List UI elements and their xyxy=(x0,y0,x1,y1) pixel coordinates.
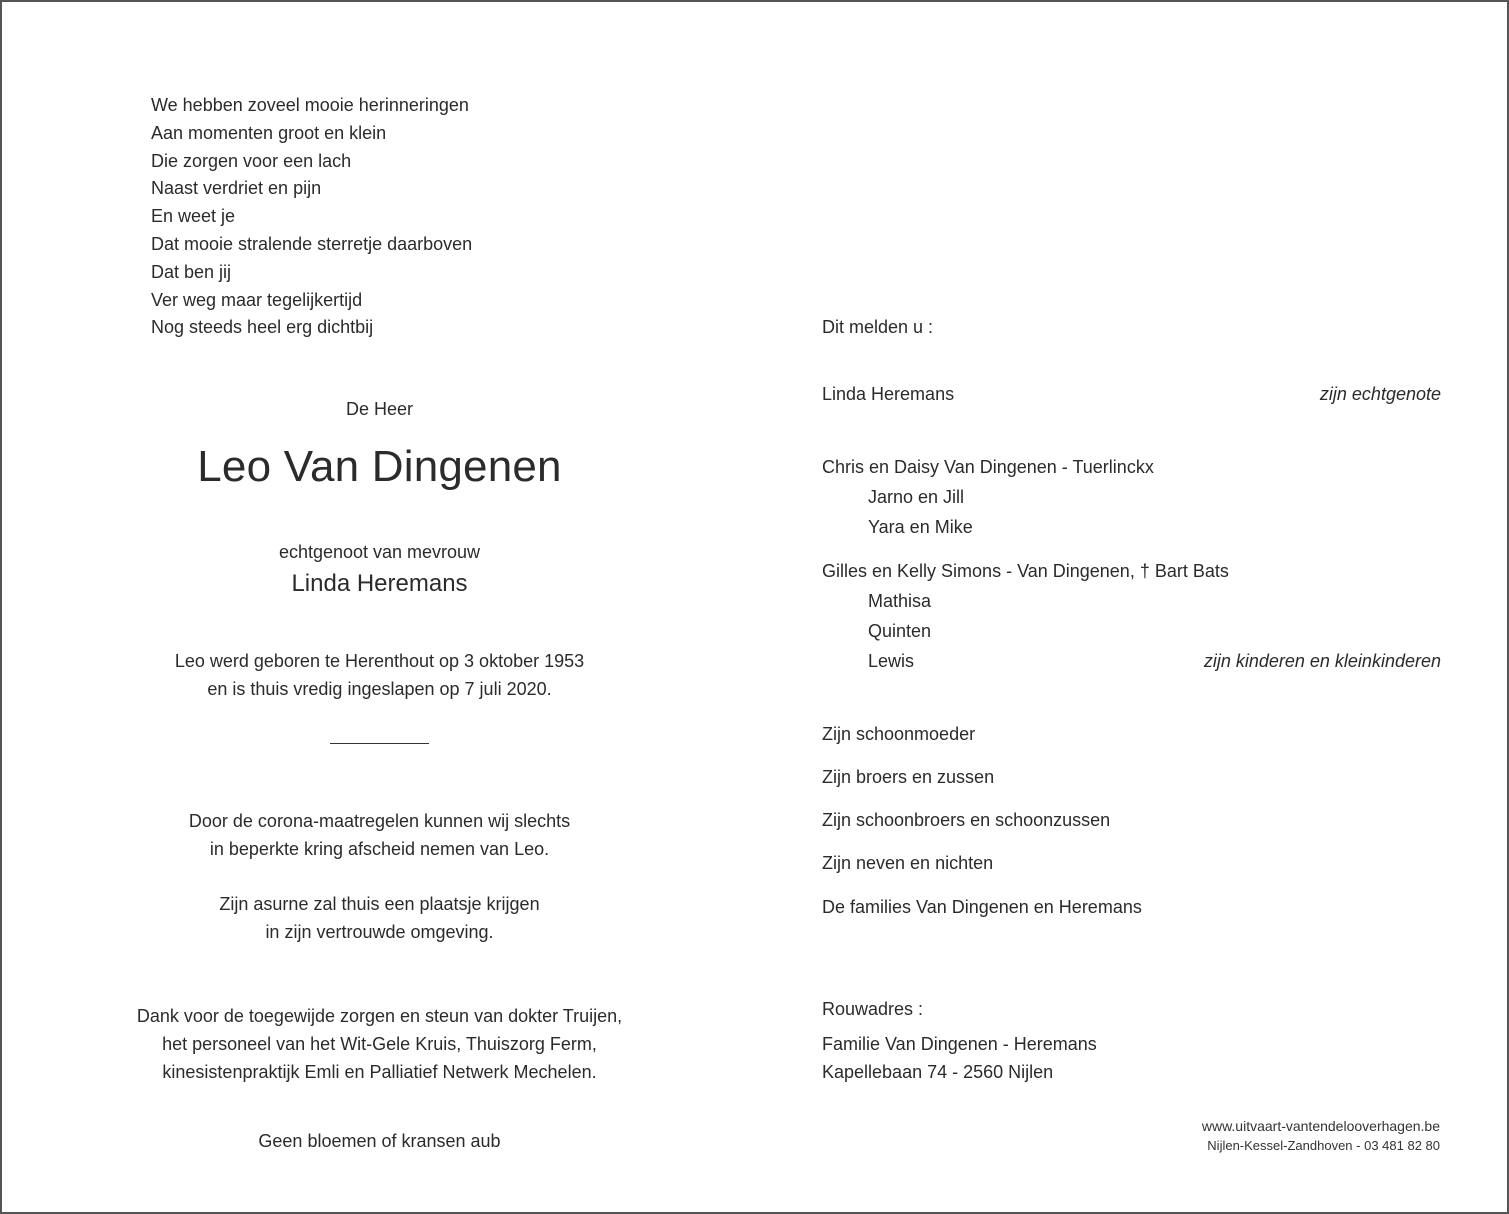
divider xyxy=(330,743,429,744)
poem-line: We hebben zoveel mooie herinneringen xyxy=(151,95,469,115)
urn-line-1: Zijn asurne zal thuis een plaatsje krijgen xyxy=(219,894,540,914)
grandchild: Jarno en Jill xyxy=(868,487,965,507)
grandchild: Lewis xyxy=(868,651,915,671)
deceased-name: Leo Van Dingenen xyxy=(197,442,562,491)
grandchild: Mathisa xyxy=(868,591,932,611)
grandchild: Yara en Mike xyxy=(868,517,973,537)
corona-line-1: Door de corona-maatregelen kunnen wij slechts xyxy=(188,811,571,831)
thanks-line-1: Dank voor de toegewijde zorgen en steun van dokter Truijen, xyxy=(136,1006,623,1026)
death-line: en is thuis vredig ingeslapen op 7 juli 2020. xyxy=(207,679,552,699)
relative-line: Zijn neven en nichten xyxy=(822,853,994,873)
honorific: De Heer xyxy=(345,399,414,419)
child-family-2: Gilles en Kelly Simons - Van Dingenen, † Bart Bats xyxy=(822,561,1229,581)
poem xyxy=(151,92,472,342)
funeral-home-contact: Nijlen-Kessel-Zandhoven - 03 481 82 80 xyxy=(1207,1138,1440,1153)
poem-line: Aan momenten groot en klein xyxy=(151,122,387,143)
child-family-1: Chris en Daisy Van Dingenen - Tuerlinckx xyxy=(822,457,1154,477)
wife-name: Linda Heremans xyxy=(822,384,955,404)
urn-line-2: in zijn vertrouwde omgeving. xyxy=(265,922,494,942)
no-flowers: Geen bloemen of kransen aub xyxy=(258,1131,501,1151)
poem-line: Dat mooie stralende sterretje daarboven xyxy=(151,233,473,254)
poem-line: Die zorgen voor een lach xyxy=(151,150,352,171)
children-role: zijn kinderen en kleinkinderen xyxy=(1203,651,1441,671)
poem-line: Nog steeds heel erg dichtbij xyxy=(151,317,374,338)
funeral-home-url: www.uitvaart-vantendelooverhagen.be xyxy=(1201,1118,1440,1134)
poem-line: Dat ben jij xyxy=(151,261,232,282)
wife-role: zijn echtgenote xyxy=(1319,384,1441,404)
relative-line: Zijn broers en zussen xyxy=(822,767,995,787)
relative-line: Zijn schoonmoeder xyxy=(822,724,976,744)
birth-line: Leo werd geboren te Herenthout op 3 oktober 1953 xyxy=(174,651,585,671)
address-family: Familie Van Dingenen - Heremans xyxy=(822,1034,1097,1054)
relative-line: Zijn schoonbroers en schoonzussen xyxy=(822,810,1111,830)
corona-line-2: in beperkte kring afscheid nemen van Leo. xyxy=(209,839,550,859)
spouse-intro: echtgenoot van mevrouw xyxy=(278,542,481,562)
poem-line: En weet je xyxy=(151,206,236,227)
poem-line: Naast verdriet en pijn xyxy=(151,178,322,199)
grandchild: Quinten xyxy=(868,621,932,641)
thanks-line-2: het personeel van het Wit-Gele Kruis, Thuiszorg Ferm, xyxy=(162,1034,597,1054)
address-street: Kapellebaan 74 - 2560 Nijlen xyxy=(822,1062,1054,1082)
spouse-name: Linda Heremans xyxy=(291,570,468,597)
poem-line: Ver weg maar tegelijkertijd xyxy=(151,289,363,310)
thanks-line-3: kinesistenpraktijk Emli en Palliatief Netwerk Mechelen. xyxy=(162,1062,597,1082)
address-label: Rouwadres : xyxy=(822,999,924,1019)
family-intro: Dit melden u : xyxy=(822,317,934,337)
relative-line: De families Van Dingenen en Heremans xyxy=(822,897,1142,917)
